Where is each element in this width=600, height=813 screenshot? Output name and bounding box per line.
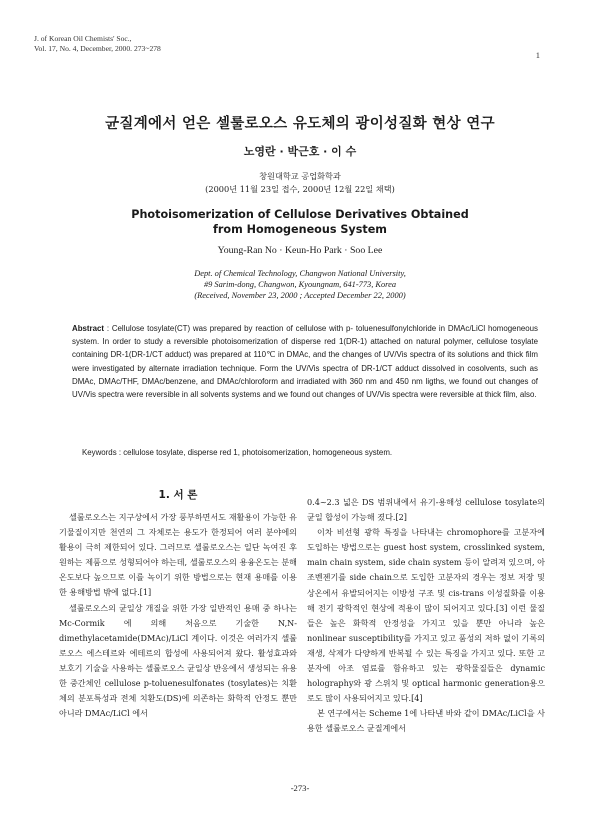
paragraph: 이차 비선형 광학 특징을 나타내는 chromophore를 고분자에 도입하는 방법으로는 guest host system, crosslinked system, main chain system, side chain system 등이 알려져 있으며, 아조벤젠기를 side chain으로 도입한 고분자의 경우는 정보 저장 및 상온에서 유발되어지는 이방성 구조 및 cis-trans 이성질화를 이용해 전기 광학적인 현상에 적용이 많이 되어지고 있다.[3] 이런 물질들은 높은 화학적 안정성을 가지고 있을 뿐만 아니라 높은 nonlinear susceptibility를 가지고 있고 품성의 저하 없이 기록의 재생, 삭제가 다양하게 반복될 수 있는 특징을 가지고 있다. 또한 고분자에 아조 염료를 함유하고 있는 광학물질들은 dynamic holography와 광 스위치 및 optical harmonic generation용으로도 많이 사용되어지고 있다.[4] xyxy=(307,527,545,704)
abstract xyxy=(72,322,538,401)
korean-title: 균질계에서 얻은 셀룰로오스 유도체의 광이성질화 현상 연구 xyxy=(105,116,495,132)
korean-authors: 노영란 · 박근호 · 이 수 xyxy=(243,145,357,158)
abstract-label: Abstract xyxy=(72,324,105,333)
paragraph: 0.4~2.3 넓은 DS 범위내에서 유기-용해성 cellulose tosylate의 균일 합성이 가능해 졌다.[2] xyxy=(307,497,545,523)
journal-header xyxy=(34,34,161,54)
abstract-text: : Cellulose tosylate(CT) was prepared by reaction of cellulose with p- toluenesulfonylchloride in DMAc/LiCl homogeneous system. In order to study a reversible photoisomerization of disperse red 1(DR-1) attached on natural polymer, cellulose tosylate containing DR-1(DR-1/CT adduct) was prepared at 110℃ in DMAc, and the changes of UV/Vis spectra of its solutions and thick film were investigated by alternate irradiation technique. Form the UV/Vis spectra of DR-1/CT adduct dissolved in cosolvents, such as DMAc, DMAc/THF, DMAc/benzene, and DMAc/chloroform and irradiated with 360 nm and 450 nm ligths, we found out changes of UV/Vis spectra were reversible in all solvents systems and we found out changes of UV/Vis spectra were reversible at thick film, also. xyxy=(72,324,538,400)
english-affiliation-dept: Dept. of Chemical Technology, Changwon National University, xyxy=(194,269,406,278)
english-affiliation-address: #9 Sarim-dong, Changwon, Kyoungnam, 641-773, Korea xyxy=(203,280,397,289)
english-affiliation xyxy=(0,268,600,301)
keywords: Keywords : cellulose tosylate, disperse red 1, photoisomerization, homogeneous system. xyxy=(82,448,393,457)
section-heading-introduction: 1. 서 론 xyxy=(158,489,198,501)
paragraph: 셀룰로오스는 지구상에서 가장 풍부하면서도 재활용이 가능한 유기물질이지만 천연의 그 자체로는 용도가 한정되어 여러 분야에의 활용이 극히 제한되어 있다. 그러므로 셀룰로오스는 일단 녹여진 후 원하는 제품으로 성형되어야 하는데, 셀룰로오스의 용융온도는 분해온도보다 높으므로 이를 녹이기 위한 방법으로는 현재 용매를 이용한 용해방법 밖에 없다.[1] xyxy=(59,512,297,598)
english-affiliation-dates: (Received, November 23, 2000 ; Accepted December 22, 2000) xyxy=(194,291,406,300)
body-column-left xyxy=(59,510,297,721)
paragraph: 셀룰로오스의 균일상 개질을 위한 가장 일반적인 용매 중 하나는 Mc-Cormik 에 의해 처음으로 기술한 N,N-dimethylacetamide(DMAc)/LiCl 계이다. 이것은 여러가지 셀룰로오스 에스테르와 에테르의 합성에 사용되어져 왔다. 활성효과와 보호기 기술을 사용하는 셀룰로오스 균일상 반응에서 생성되는 유용한 중간체인 cellulose p-toluenesulfonates (tosylates)는 치환체의 분포특성과 전체 치환도(DS)에 의존하는 화학적 안정도 뿐만 아니라 DMAc/LiCl 에서 xyxy=(59,602,297,719)
english-authors: Young-Ran No · Keun-Ho Park · Soo Lee xyxy=(217,245,383,256)
english-title-line-1: Photoisomerization of Cellulose Derivatives Obtained xyxy=(131,208,469,221)
english-title-line-2: from Homogeneous System xyxy=(213,223,387,236)
journal-line-1: J. of Korean Oil Chemists' Soc., xyxy=(34,34,132,43)
body-column-right xyxy=(307,495,545,737)
english-title xyxy=(0,207,600,237)
journal-line-2: Vol. 17, No. 4, December, 2000. 273~278 xyxy=(34,44,161,53)
page-number-top: 1 xyxy=(535,50,540,60)
korean-affiliation xyxy=(0,170,600,196)
korean-affiliation-dates: (2000년 11월 23일 접수, 2000년 12월 22일 채택) xyxy=(205,184,395,194)
korean-affiliation-dept: 창원대학교 공업화학과 xyxy=(259,171,341,181)
page-number-bottom: -273- xyxy=(290,783,310,793)
paragraph: 본 연구에서는 Scheme 1에 나타낸 바와 같이 DMAc/LiCl을 사용한 셀룰로오스 균질계에서 xyxy=(307,708,546,734)
